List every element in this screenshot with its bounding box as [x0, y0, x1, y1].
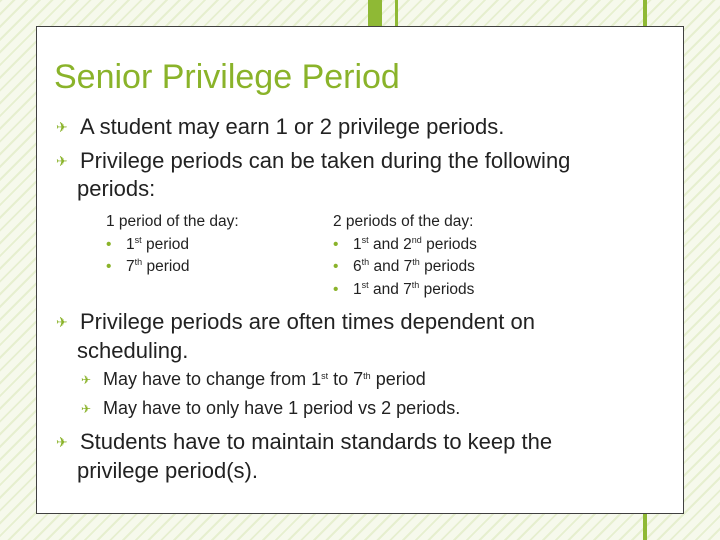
bullet-text-continued: periods: — [77, 176, 156, 201]
bullet-dot: • — [106, 235, 112, 253]
bullet-text: Privilege periods are often times dependent on — [80, 309, 535, 334]
bullet-dot: • — [333, 258, 339, 275]
bullet-text: Students have to maintain standards to keep the — [80, 429, 553, 454]
bullet-dot: • — [333, 235, 339, 253]
column-two-periods — [333, 211, 477, 301]
column-one-period — [106, 211, 239, 279]
bullet-text: Privilege periods can be taken during the following — [80, 148, 571, 173]
sub-bullet-text: May have to change from 1st to 7th period — [103, 369, 426, 389]
list-item: • 6th and 7th periods — [333, 256, 477, 279]
wing-arrow-icon: ✈ — [81, 373, 92, 387]
wing-arrow-icon: ✈ — [56, 434, 68, 450]
wing-arrow-icon: ✈ — [81, 402, 92, 416]
list-item: • 1st and 7th periods — [333, 279, 477, 302]
bullet-dot: • — [333, 280, 339, 298]
wing-arrow-icon: ✈ — [56, 119, 68, 135]
column-heading: 2 periods of the day: — [333, 213, 474, 230]
sub-bullet-text: May have to only have 1 period vs 2 periods. — [103, 398, 461, 418]
list-item: • 1st period — [106, 234, 239, 257]
list-item: • 1st and 2nd periods — [333, 234, 477, 257]
bullet-text-continued: privilege period(s). — [77, 458, 258, 483]
slide-title: Senior Privilege Period — [54, 58, 400, 96]
wing-arrow-icon: ✈ — [56, 153, 68, 169]
column-heading: 1 period of the day: — [106, 213, 239, 230]
wing-arrow-icon: ✈ — [56, 314, 68, 330]
list-item: • 7th period — [106, 256, 239, 279]
bullet-dot: • — [106, 258, 112, 275]
bullet-text: A student may earn 1 or 2 privilege periods. — [80, 114, 505, 139]
bullet-text-continued: scheduling. — [77, 338, 189, 363]
